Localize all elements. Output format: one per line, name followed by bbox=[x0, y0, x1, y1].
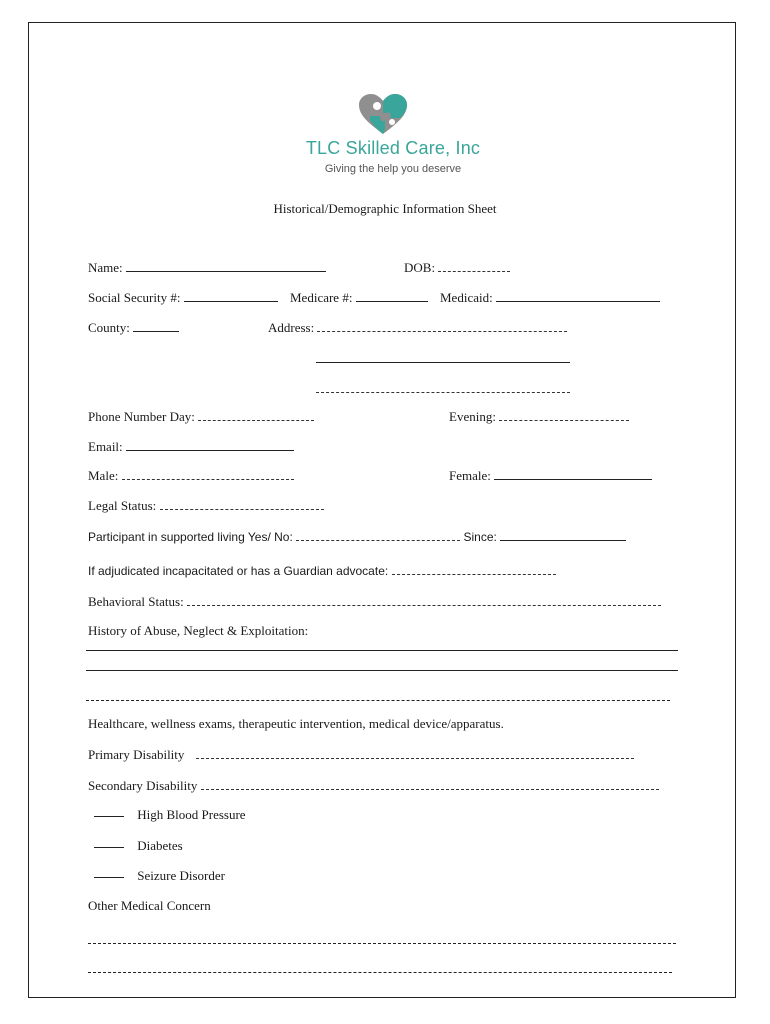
male-field[interactable] bbox=[122, 467, 294, 480]
female-row bbox=[449, 467, 652, 484]
other-medical-line-2[interactable] bbox=[88, 972, 672, 973]
address-field-line3[interactable] bbox=[316, 380, 570, 393]
evening-field[interactable] bbox=[499, 408, 629, 421]
high-blood-pressure-check[interactable] bbox=[94, 816, 124, 817]
behavioral-status-row bbox=[88, 593, 661, 610]
supported-living-row bbox=[88, 528, 626, 544]
county-label: County: bbox=[88, 320, 130, 335]
dob-label: DOB: bbox=[404, 260, 436, 275]
address-line2-row bbox=[316, 350, 570, 367]
history-abuse-line-1[interactable] bbox=[86, 650, 678, 651]
secondary-disability-row bbox=[88, 777, 659, 794]
history-abuse-line-3[interactable] bbox=[86, 700, 670, 701]
evening-row bbox=[449, 408, 629, 425]
company-tagline: Giving the help you deserve bbox=[324, 163, 462, 175]
primary-disability-label: Primary Disability bbox=[88, 747, 185, 762]
legal-status-label: Legal Status: bbox=[88, 498, 157, 513]
high-blood-pressure-row bbox=[94, 807, 246, 823]
medicaid-field[interactable] bbox=[496, 289, 660, 302]
evening-label: Evening: bbox=[449, 409, 496, 424]
company-name: TLC Skilled Care, Inc bbox=[305, 138, 481, 158]
since-label: Since: bbox=[463, 530, 497, 544]
ssn-row bbox=[88, 289, 278, 306]
secondary-disability-label: Secondary Disability bbox=[88, 778, 198, 793]
healthcare-row bbox=[88, 716, 504, 732]
high-blood-pressure-label: High Blood Pressure bbox=[137, 807, 246, 822]
healthcare-label: Healthcare, wellness exams, therapeutic intervention, medical device/apparatus. bbox=[88, 716, 504, 731]
name-label: Name: bbox=[88, 260, 123, 275]
ssn-label: Social Security #: bbox=[88, 290, 181, 305]
phone-day-field[interactable] bbox=[198, 408, 314, 421]
medicaid-label: Medicaid: bbox=[440, 290, 493, 305]
supported-living-label: Participant in supported living Yes/ No: bbox=[88, 530, 293, 544]
medicare-field[interactable] bbox=[356, 289, 428, 302]
dob-field[interactable] bbox=[438, 259, 510, 272]
medicare-row bbox=[290, 289, 428, 306]
form-title: Historical/Demographic Information Sheet bbox=[273, 201, 497, 216]
secondary-disability-field[interactable] bbox=[201, 777, 659, 790]
legal-status-row bbox=[88, 497, 324, 514]
dob-row bbox=[404, 259, 510, 276]
other-medical-line-1[interactable] bbox=[88, 943, 676, 944]
since-field[interactable] bbox=[500, 528, 626, 541]
seizure-disorder-check[interactable] bbox=[94, 877, 124, 878]
guardian-label: If adjudicated incapacitated or has a Guardian advocate: bbox=[88, 564, 389, 578]
seizure-disorder-row bbox=[94, 868, 225, 884]
behavioral-status-label: Behavioral Status: bbox=[88, 594, 184, 609]
name-row bbox=[88, 259, 326, 276]
phone-row bbox=[88, 408, 314, 425]
primary-disability-row bbox=[88, 746, 634, 763]
email-label: Email: bbox=[88, 439, 123, 454]
male-row bbox=[88, 467, 294, 484]
primary-disability-field[interactable] bbox=[196, 746, 634, 759]
county-field[interactable] bbox=[133, 319, 179, 332]
phone-day-label: Phone Number Day: bbox=[88, 409, 195, 424]
address-row bbox=[268, 319, 567, 336]
ssn-field[interactable] bbox=[184, 289, 278, 302]
county-row bbox=[88, 319, 179, 336]
medicaid-row bbox=[440, 289, 660, 306]
history-abuse-label: History of Abuse, Neglect & Exploitation: bbox=[88, 623, 309, 638]
diabetes-label: Diabetes bbox=[137, 838, 183, 853]
history-abuse-row bbox=[88, 623, 308, 639]
other-medical-row bbox=[88, 898, 211, 914]
supported-living-field[interactable] bbox=[296, 528, 460, 541]
seizure-disorder-label: Seizure Disorder bbox=[137, 868, 225, 883]
behavioral-status-field[interactable] bbox=[187, 593, 661, 606]
name-field[interactable] bbox=[126, 259, 326, 272]
guardian-row bbox=[88, 562, 556, 578]
other-medical-label: Other Medical Concern bbox=[88, 898, 211, 913]
female-field[interactable] bbox=[494, 467, 652, 480]
email-field[interactable] bbox=[126, 438, 294, 451]
address-field-line1[interactable] bbox=[317, 319, 567, 332]
diabetes-row bbox=[94, 838, 183, 854]
address-line3-row bbox=[316, 380, 570, 397]
diabetes-check[interactable] bbox=[94, 847, 124, 848]
medicare-label: Medicare #: bbox=[290, 290, 353, 305]
heart-puzzle-logo-icon bbox=[356, 92, 410, 136]
female-label: Female: bbox=[449, 468, 491, 483]
male-label: Male: bbox=[88, 468, 119, 483]
history-abuse-line-2[interactable] bbox=[86, 670, 678, 671]
legal-status-field[interactable] bbox=[160, 497, 324, 510]
guardian-field[interactable] bbox=[392, 562, 556, 575]
address-label: Address: bbox=[268, 320, 315, 335]
email-row bbox=[88, 438, 294, 455]
address-field-line2[interactable] bbox=[316, 350, 570, 363]
